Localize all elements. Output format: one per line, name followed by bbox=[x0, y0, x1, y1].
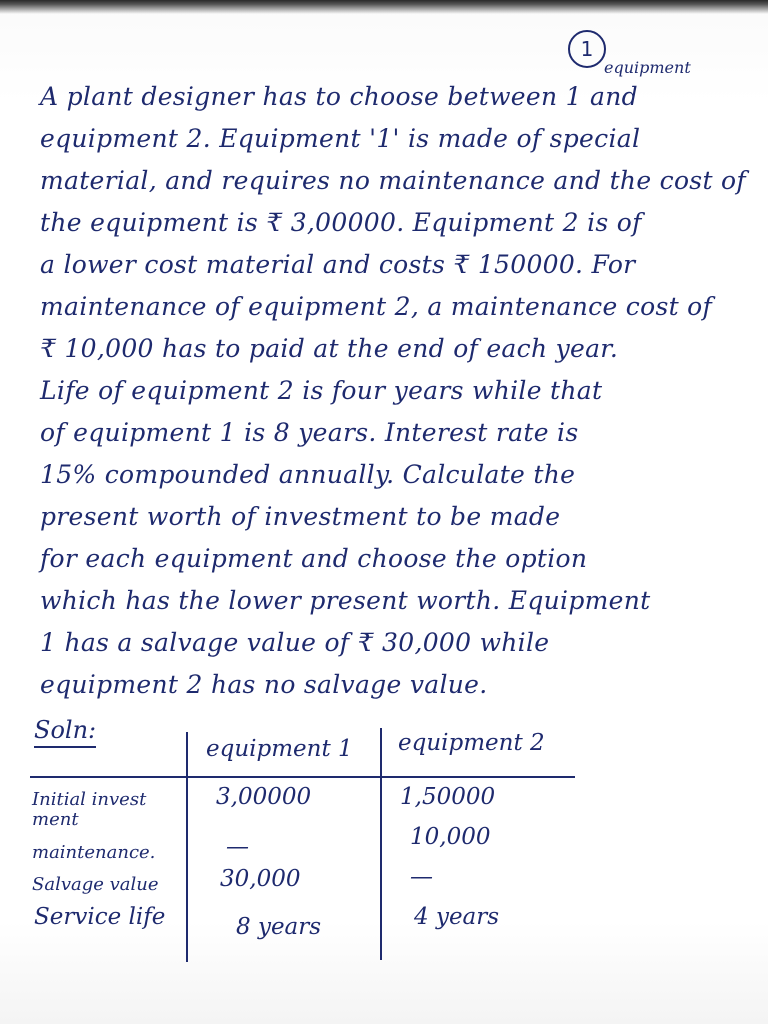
row-label-maintenance: maintenance. bbox=[32, 842, 156, 863]
page-number: 1 bbox=[580, 37, 594, 61]
row-label-salvage-value: Salvage value bbox=[32, 874, 159, 895]
page-number-circle bbox=[568, 30, 606, 68]
cell-eq1-salvage-value: 30,000 bbox=[220, 866, 301, 892]
problem-line: which has the lower present worth. Equipment bbox=[40, 586, 651, 615]
page-top-edge bbox=[0, 0, 768, 14]
cell-eq2-maintenance: 10,000 bbox=[410, 824, 491, 850]
row-label-service-life: Service life bbox=[34, 904, 166, 930]
problem-line: present worth of investment to be made bbox=[40, 502, 561, 531]
row-label-initial-investment: Initial invest ment bbox=[32, 789, 147, 830]
table-header-rule bbox=[30, 776, 575, 778]
cell-eq1-service-life: 8 years bbox=[236, 914, 322, 940]
cell-eq2-service-life: 4 years bbox=[414, 904, 500, 930]
problem-line: A plant designer has to choose between 1 and bbox=[40, 82, 638, 111]
table-header-equipment-1: equipment 1 bbox=[206, 736, 353, 762]
problem-line: the equipment is ₹ 3,00000. Equipment 2 is of bbox=[40, 208, 642, 237]
table-divider-right bbox=[380, 728, 382, 960]
problem-line: material, and requires no maintenance and the cost of bbox=[40, 166, 746, 195]
problem-line: a lower cost material and costs ₹ 150000. For bbox=[40, 250, 636, 279]
table-header-equipment-2: equipment 2 bbox=[398, 730, 545, 756]
problem-line: equipment 2. Equipment '1' is made of special bbox=[40, 124, 641, 153]
problem-statement bbox=[40, 76, 746, 706]
cell-eq1-maintenance: — bbox=[226, 834, 249, 860]
problem-line: of equipment 1 is 8 years. Interest rate is bbox=[40, 418, 579, 447]
problem-line: 1 has a salvage value of ₹ 30,000 while bbox=[40, 628, 550, 657]
caret-insertion-note: equipment bbox=[604, 58, 691, 77]
cell-eq2-salvage-value: — bbox=[410, 864, 433, 890]
cell-eq2-initial-investment: 1,50000 bbox=[400, 784, 496, 810]
cell-eq1-initial-investment: 3,00000 bbox=[216, 784, 312, 810]
table-divider-left bbox=[186, 732, 188, 962]
problem-line: Life of equipment 2 is four years while that bbox=[40, 376, 603, 405]
problem-line: maintenance of equipment 2, a maintenance cost of bbox=[40, 292, 713, 321]
problem-line: ₹ 10,000 has to paid at the end of each year. bbox=[40, 334, 619, 363]
problem-line: for each equipment and choose the option bbox=[40, 544, 588, 573]
problem-line: equipment 2 has no salvage value. bbox=[40, 670, 488, 699]
problem-line: 15% compounded annually. Calculate the bbox=[40, 460, 576, 489]
solution-label: Soln: bbox=[34, 716, 96, 748]
comparison-table bbox=[30, 724, 590, 964]
